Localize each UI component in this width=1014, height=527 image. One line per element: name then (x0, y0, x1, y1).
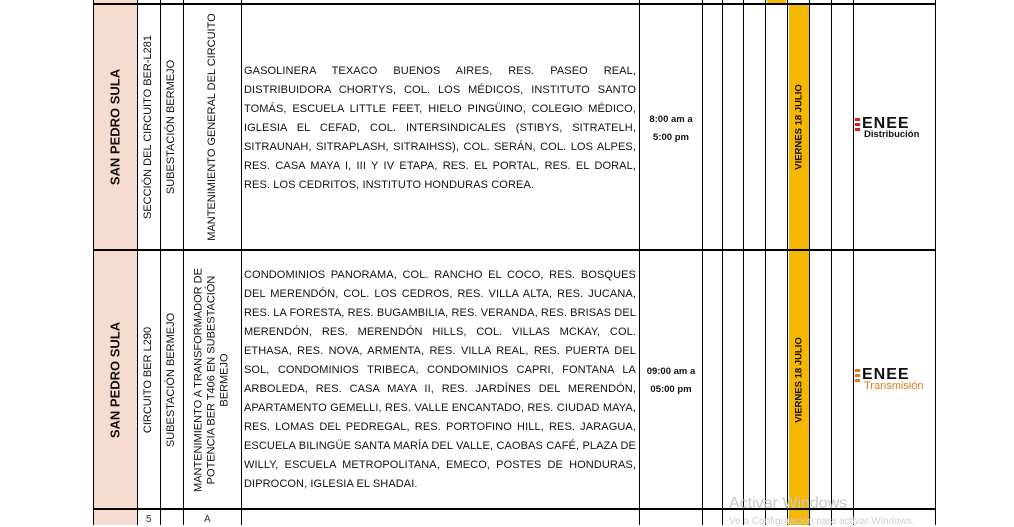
city-label: SAN PEDRO SULA (107, 68, 123, 186)
col-line (183, 0, 184, 525)
col-line (787, 0, 788, 525)
day-column-highlight (789, 4, 809, 525)
circuit-label: CIRCUITO BER L290 (142, 326, 154, 434)
logo-subtitle: Transmisión (864, 380, 924, 392)
time-start: 8:00 am a (649, 114, 693, 125)
windows-activation-watermark: Activar Windows (729, 495, 848, 512)
col-line (137, 0, 138, 525)
enee-logo-mark-icon (855, 118, 860, 132)
col-line (765, 0, 766, 525)
logo-brand: ENEE (862, 366, 910, 383)
work-type-label: MANTENIMIENTO A TRANSFORMADOR DE POTENCIA BER T406 EN SUBESTACIÓN BERMEJO (192, 268, 231, 492)
time-start: 09:00 am a (646, 366, 696, 377)
schedule-time (641, 363, 701, 399)
partial-row-fragment: 5 (146, 514, 152, 525)
col-line (831, 0, 832, 525)
substation-label: SUBESTACIÓN BERMEJO (165, 59, 177, 195)
col-line (935, 0, 936, 525)
col-line (702, 0, 703, 525)
time-end: 05:00 pm (650, 384, 692, 395)
col-line (160, 0, 161, 525)
substation-label: SUBESTACIÓN BERMEJO (165, 312, 177, 448)
col-line (853, 0, 854, 525)
partial-row-fragment: A (204, 514, 211, 525)
time-end: 5:00 pm (653, 132, 689, 143)
enee-logo-mark-icon (855, 369, 860, 383)
col-line (743, 0, 744, 525)
logo-subtitle: Distribución (864, 129, 920, 140)
day-label: VIERNES 18 JULIO (793, 84, 805, 170)
affected-areas: CONDOMINIOS PANORAMA, COL. RANCHO EL COCO, RES. BOSQUES DEL MERENDÓN, COL. LOS CEDROS, RES. VILLA ALTA, RES. JUCANA, RES. LA FORESTA, RES. BUGAMBILIA, RES. VERANDA, RES. BRISAS DEL MERENDÓN, RES. MERENDÓN HILLS, COL. VILLAS MCKAY, COL. ETHASA, RES. NOVA, ARMENTA, RES. VILLA REAL, RES. PUERTA DEL SOL, CONDOMINIOS TRIBECA, CONDOMINIOS CAPRI, FONTANA LA ARBOLEDA, RES. CASA MAYA II, RES. JARDÍNES DEL MERENDÓN, APARTAMENTO GEMELLI, RES. VALLE ENCANTADO, RES. CIUDAD MAYA, RES. LOMAS DEL PEDREGAL, RES. PORTOFINO HILL, RES. JARAGUA, ESCUELA BILINGÜE SANTA MARÍA DEL VALLE, CAOBAS CAFÉ, PLAZA DE WILLY, ESCUELA METROPOLITANA, EMECO, POSTES DE HONDURAS, DIPROCON, IGLESIA EL SHADAI. (244, 269, 636, 490)
enee-transmision-logo (855, 367, 935, 395)
circuit-label: SECCIÓN DEL CIRCUITO BER-L281 (142, 35, 154, 219)
col-line (639, 0, 640, 525)
enee-distribucion-logo (855, 116, 935, 142)
day-label: VIERNES 18 JULIO (793, 337, 805, 423)
windows-activation-subtitle: Ve a Configuración para activar Windows. (729, 516, 915, 527)
schedule-time (641, 111, 701, 147)
col-line (809, 0, 810, 525)
col-line (722, 0, 723, 525)
affected-areas: GASOLINERA TEXACO BUENOS AIRES, RES. PASEO REAL, DISTRIBUIDORA CHORTYS, COL. LOS MÉDICOS, INSTITUTO SANTO TOMÁS, ESCUELA LITTLE FEET, HIELO PINGÜINO, COLEGIO MÉDICO, IGLESIA EL CEFAD, COL. INTERSINDICALES (STIBYS, SITRATELH, SITRAUNAH, SITRAPLASH, SITRAIHSS), COL. SERÁN, COL. LOS ALPES, RES. CASA MAYA I, III Y IV ETAPA, RES. EL PORTAL, RES. EL DORAL, RES. LOS CEDRITOS, INSTITUTO HONDURAS COREA. (244, 65, 636, 191)
col-line (241, 0, 242, 525)
work-type-label: MANTENIMIENTO GENERAL DEL CIRCUITO (206, 13, 218, 241)
logo-brand: ENEE (862, 115, 910, 132)
col-line (93, 0, 94, 525)
city-label: SAN PEDRO SULA (107, 321, 123, 439)
